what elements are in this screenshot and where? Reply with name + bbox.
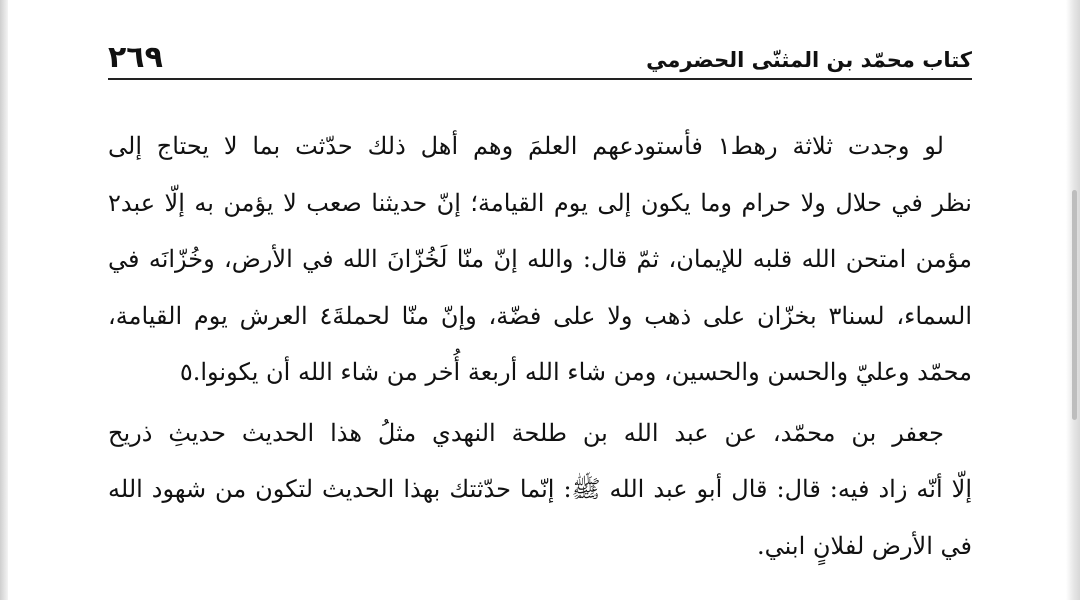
scrollbar[interactable]: [1066, 0, 1080, 600]
text-line: لو وجدت ثلاثة رهط١ فأستودعهم العلمَ وهم أهل ذلك حدّثت بما لا يحتاج إلى: [108, 132, 944, 160]
page-number: ٢٦٩: [108, 40, 163, 75]
text-line: إلّا أنّه زاد فيه: قال: قال أبو عبد الله ﷺ: إنّما حدّثتك بهذا الحديث لتكون من شهود الله: [108, 475, 972, 503]
book-title: كتاب محمّد بن المثنّى الحضرمي: [646, 48, 972, 72]
text-line: في الأرض لفلانٍ ابني.: [757, 531, 972, 560]
text-line: مؤمن امتحن الله قلبه للإيمان، ثمّ قال: والله إنّ منّا لَخُزّانَ الله في الأرض، وخُزّانَه في: [108, 245, 972, 273]
text-line: نظر في حلال ولا حرام وما يكون إلى يوم القيامة؛ إنّ حديثنا صعب لا يؤمن به إلّا عبد٢: [108, 188, 972, 217]
scrollbar-thumb[interactable]: [1072, 190, 1077, 420]
page-left-edge: [0, 0, 8, 600]
text-line: جعفر بن محمّد، عن عبد الله بن طلحة النهدي مثلُ هذا الحديث حديثِ ذريح: [108, 418, 944, 447]
header-rule: [108, 78, 972, 80]
text-line: محمّد وعليّ والحسن والحسين، ومن شاء الله أربعة أُخر من شاء الله أن يكونوا.٥: [179, 358, 972, 386]
page-header: [108, 40, 972, 80]
text-line: السماء، لسنا٣ بخزّان على ذهب ولا على فضّة، وإنّ منّا لحملةَ٤ العرش يوم القيامة،: [108, 301, 972, 330]
body-text: [108, 118, 972, 574]
